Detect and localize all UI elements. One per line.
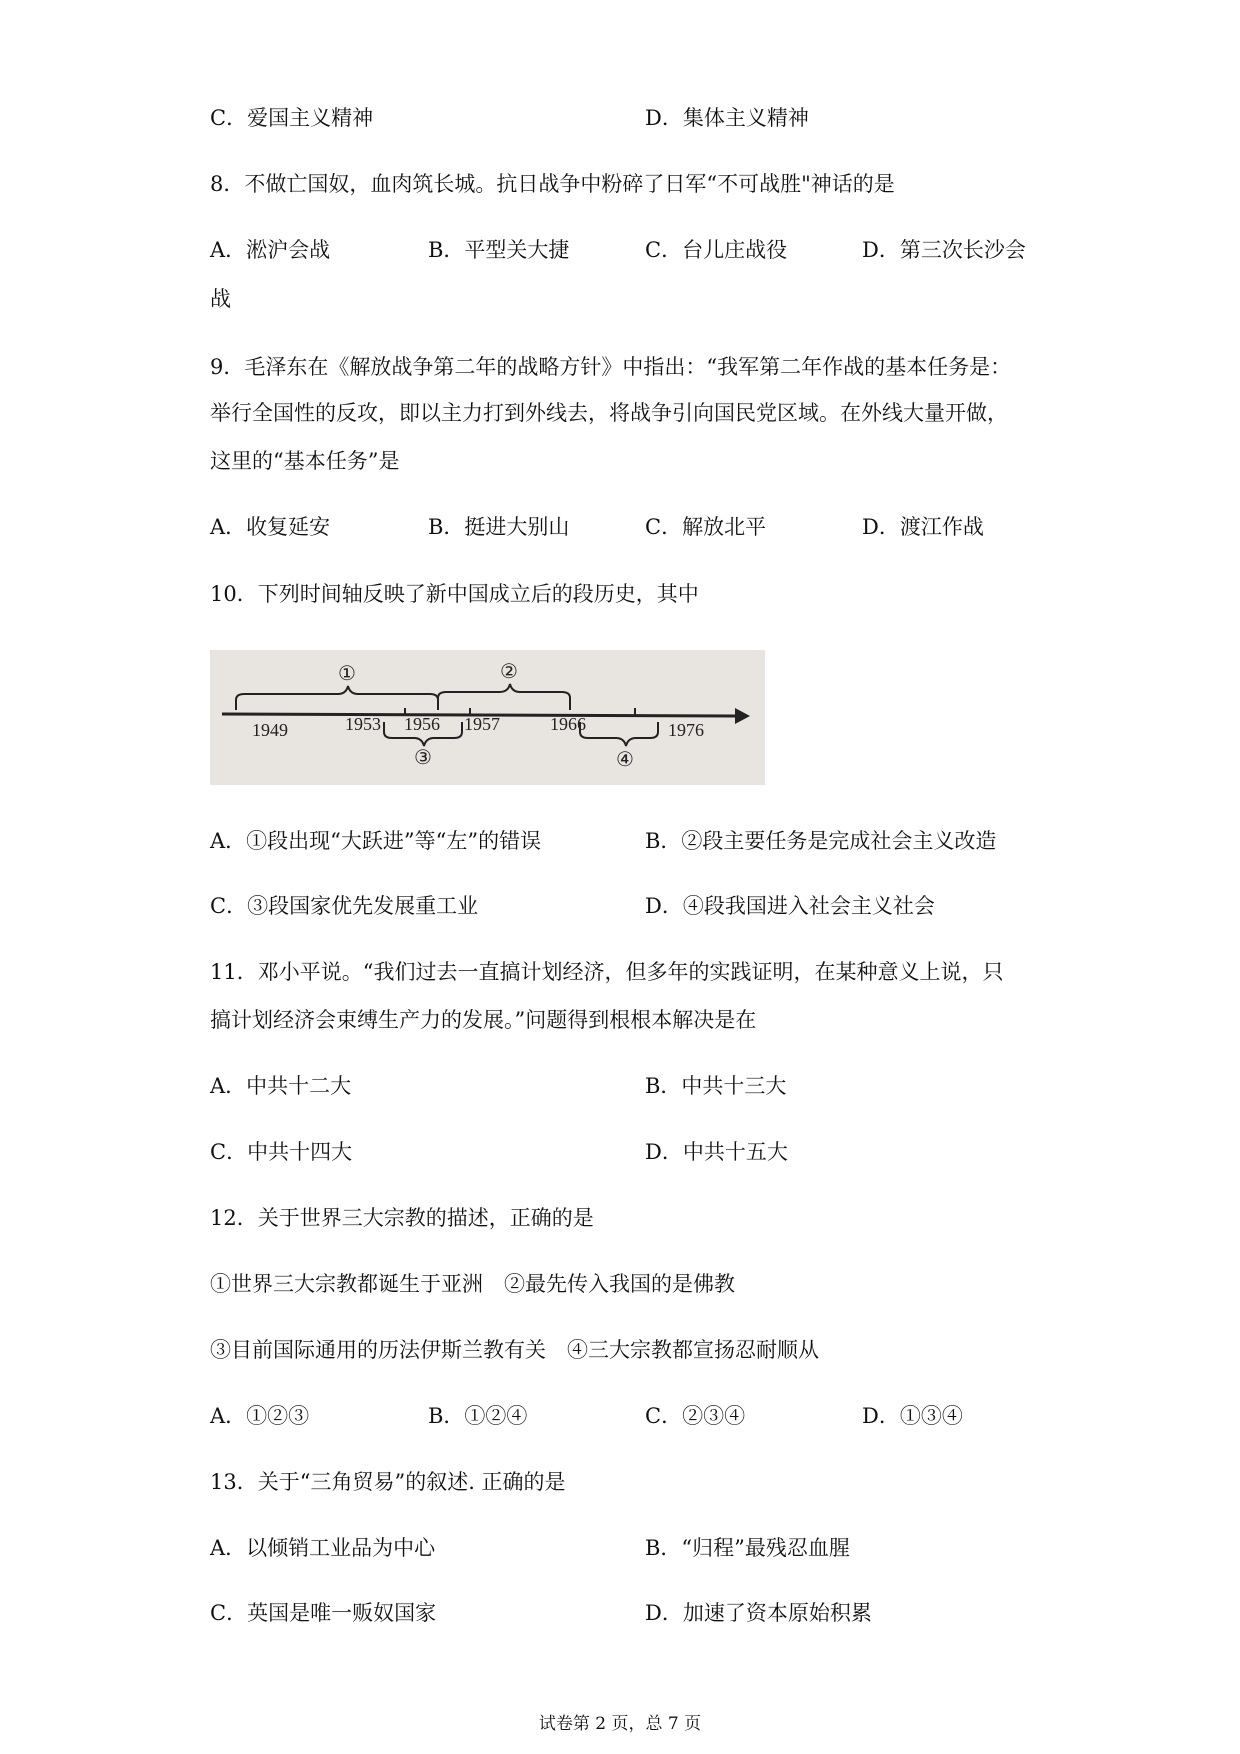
q9-option-c: C．解放北平 [645,515,767,539]
q12-option-d: D．①③④ [862,1404,963,1428]
brace-segment-2 [438,684,570,710]
q7-option-c: C．爱国主义精神 [210,106,374,130]
q9-option-a: A．收复延安 [210,515,331,539]
q8-option-d: D．第三次长沙会 [862,238,1026,262]
q10-stem: 10．下列时间轴反映了新中国成立后的段历史，其中 [210,582,699,606]
q12-option-b: B．①②④ [428,1404,528,1428]
q9-option-d: D．渡江作战 [862,515,984,539]
q11-option-a: A．中共十二大 [210,1074,352,1098]
timeline-segment-label: ④ [616,747,634,771]
q8-option-d-continued: 战 [210,287,231,311]
timeline-year: 1957 [464,714,500,734]
q11-option-d: D．中共十五大 [645,1140,788,1164]
q12-option-c: C．②③④ [645,1404,746,1428]
page-footer: 试卷第 2 页，总 7 页 [538,1714,702,1734]
q11-option-b: B．中共十三大 [645,1074,787,1098]
timeline-year: 1956 [404,714,440,734]
q10-option-d: D．④段我国进入社会主义社会 [645,894,935,918]
q10-option-c: C．③段国家优先发展重工业 [210,894,479,918]
q13-option-c: C．英国是唯一贩奴国家 [210,1601,437,1625]
timeline-svg [210,650,765,785]
timeline-arrow [735,708,750,724]
q12-option-a: A．①②③ [210,1404,310,1428]
q7-option-d: D．集体主义精神 [645,106,809,130]
timeline-year: 1953 [345,714,381,734]
timeline-segment-label: ② [500,659,518,683]
q8-option-b: B．平型关大捷 [428,238,570,262]
q13-option-a: A．以倾销工业品为中心 [210,1536,436,1560]
timeline-year: 1949 [252,720,288,740]
timeline-figure [210,650,765,785]
q8-option-c: C．台儿庄战役 [645,238,788,262]
q11-stem-line1: 11．邓小平说。“我们过去一直搞计划经济，但多年的实践证明，在某种意义上说，只 [210,960,1004,984]
timeline-segment-label: ① [338,661,356,685]
timeline-year: 1966 [550,714,586,734]
q9-stem-line3: 这里的“基本任务”是 [210,449,400,473]
q10-option-b: B．②段主要任务是完成社会主义改造 [645,829,997,853]
q9-stem-line1: 9．毛泽东在《解放战争第二年的战略方针》中指出：“我军第二年作战的基本任务是： [210,355,1012,379]
q12-items-line1: ①世界三大宗教都诞生于亚洲 ②最先传入我国的是佛教 [210,1272,735,1296]
q10-option-a: A．①段出现“大跃进”等“左”的错误 [210,829,542,853]
q13-option-b: B．“归程”最残忍血腥 [645,1536,850,1560]
q8-option-a: A．淞沪会战 [210,238,331,262]
q11-option-c: C．中共十四大 [210,1140,353,1164]
brace-segment-1 [236,686,438,710]
q13-stem: 13．关于“三角贸易”的叙述. 正确的是 [210,1470,566,1494]
q11-stem-line2: 搞计划经济会束缚生产力的发展。”问题得到根根本解决是在 [210,1008,757,1032]
timeline-year: 1976 [668,720,704,740]
q8-stem: 8．不做亡国奴，血肉筑长城。抗日战争中粉碎了日军“不可战胜"神话的是 [210,172,895,196]
q12-items-line2: ③目前国际通用的历法伊斯兰教有关 ④三大宗教都宣扬忍耐顺从 [210,1338,819,1362]
timeline-segment-label: ③ [414,745,432,769]
brace-segment-4 [580,722,658,746]
q9-stem-line2: 举行全国性的反攻，即以主力打到外线去，将战争引向国民党区域。在外线大量开做， [210,401,1008,425]
q9-option-b: B．挺进大别山 [428,515,570,539]
q12-stem: 12．关于世界三大宗教的描述，正确的是 [210,1206,594,1230]
q13-option-d: D．加速了资本原始积累 [645,1601,872,1625]
